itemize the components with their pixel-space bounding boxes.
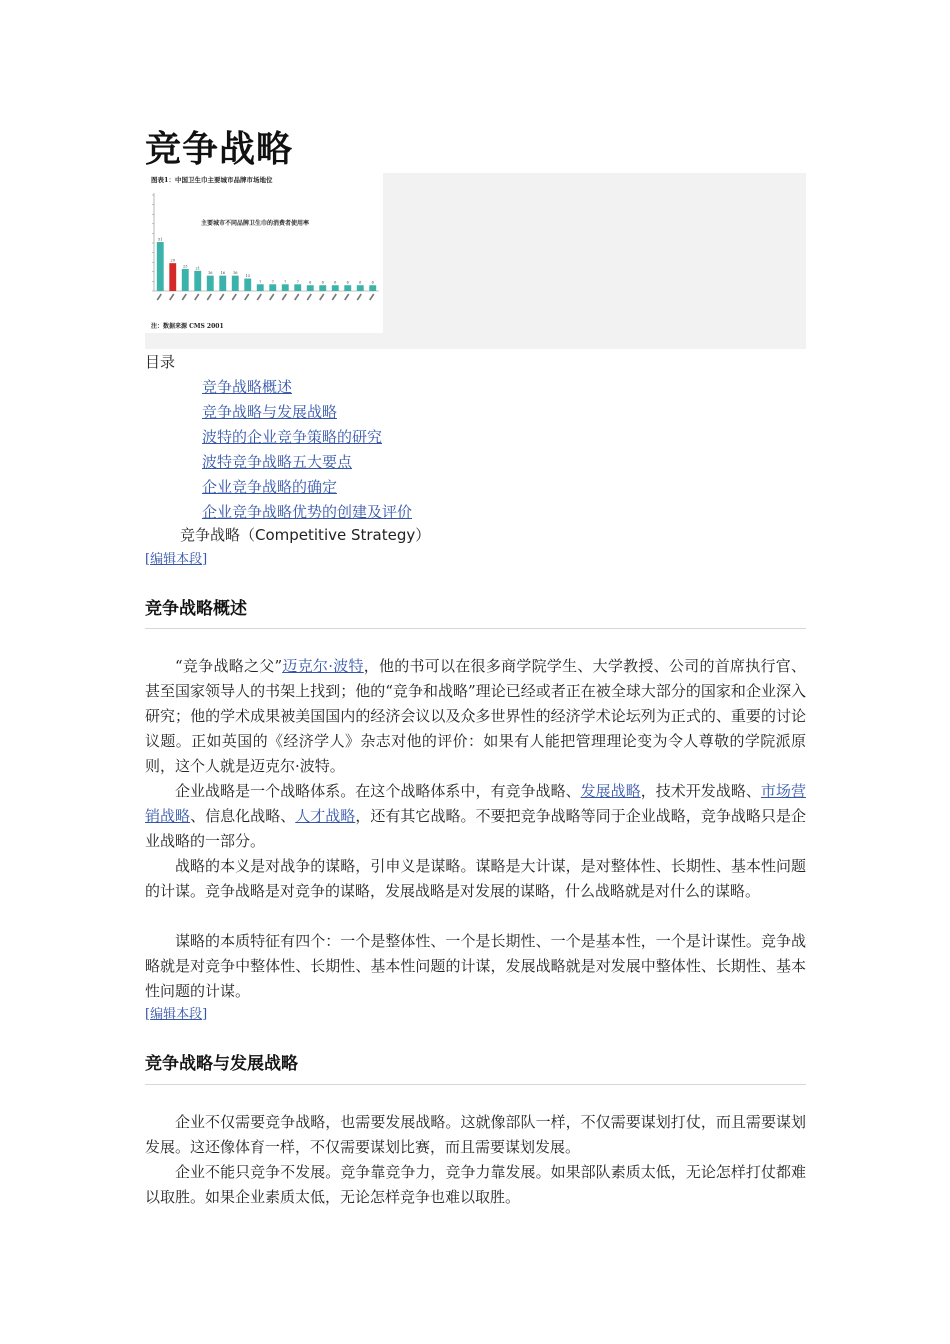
category-label-mark: [307, 294, 311, 300]
chart-bar: [307, 285, 314, 291]
chart-bar: [157, 242, 164, 291]
bar-value-label: 16: [208, 271, 213, 276]
toc-link-overview[interactable]: 竞争战略概述: [202, 378, 293, 396]
bar-value-label: 7: [259, 279, 262, 284]
bar-value-label: 51: [158, 237, 163, 242]
link-talent-strategy[interactable]: 人才战略: [295, 807, 356, 825]
category-label-mark: [320, 294, 324, 300]
link-marketing-strategy[interactable]: 市场营销战略: [145, 782, 806, 825]
edit-section-link[interactable]: [编辑本段]: [145, 1007, 208, 1022]
toc-link-advantage-creation[interactable]: 企业竞争战略优势的创建及评价: [202, 503, 413, 521]
category-label-mark: [195, 294, 199, 300]
link-development-strategy[interactable]: 发展战略: [580, 782, 641, 800]
toc-link-determination[interactable]: 企业竞争战略的确定: [202, 478, 338, 496]
category-label-mark: [257, 294, 261, 300]
chart-bar: [169, 263, 176, 291]
section-title-competition-development: 竞争战略与发展战略: [145, 1054, 298, 1074]
category-label-mark: [232, 294, 236, 300]
chart-bar: [257, 284, 264, 291]
toc-item: [202, 400, 412, 425]
chart-bar: [244, 279, 251, 291]
page-title: 竞争战略: [145, 129, 294, 170]
bar-value-label: 6: [346, 280, 349, 285]
toc-subtitle: 竞争战略（Competitive Strategy）: [180, 526, 431, 544]
bar-value-label: 16: [233, 271, 238, 276]
chart-bar: [369, 285, 376, 291]
paragraph: “竞争战略之父”迈克尔·波特，他的书可以在很多商学院学生、大学教授、公司的首席执行官、甚至国家领导人的书架上找到；他的“竞争和战略”理论已经或者正在被全球大部分的国家和企业深入研究；他的学术成果被美国国内的经济会议以及众多世界性的经济学术论坛列为正式的、重要的讨论议题。正如英国的《经济学人》杂志对他的评价：如果有人能把管理理论变为令人尊敬的学院派原则，这个人就是迈克尔·波特。: [145, 657, 806, 775]
chart-bar: [319, 285, 326, 291]
chart-bar: [207, 276, 214, 291]
chart-bar: [344, 285, 351, 291]
paragraph: 谋略的本质特征有四个：一个是整体性、一个是长期性、一个是基本性，一个是计谋性。竞争战略就是对竞争中整体性、长期性、基本性问题的计谋，发展战略就是对发展中整体性、长期性、基本性问题的计谋。: [145, 932, 806, 1000]
toc-item: [202, 500, 412, 525]
chart-bar: [194, 271, 201, 291]
toc-item: [202, 475, 412, 500]
paragraph: 企业战略是一个战略体系。在这个战略体系中，有竞争战略、发展战略，技术开发战略、市场营销战略、信息化战略、人才战略，还有其它战略。不要把竞争战略等同于企业战略，竞争战略只是企业战略的一部分。: [145, 782, 806, 850]
bar-value-label: 7: [284, 279, 287, 284]
bar-value-label: 23: [183, 264, 188, 269]
edit-section-link[interactable]: [编辑本段]: [145, 552, 208, 567]
toc-label: 目录: [145, 353, 176, 371]
section-title-overview: 竞争战略概述: [145, 599, 247, 619]
toc-item: [202, 450, 412, 475]
bar-value-label: 21: [195, 266, 200, 271]
chart-title: 主要城市不同品牌卫生巾的消费者使用率: [201, 220, 310, 227]
section-divider: [145, 628, 806, 629]
figure-container: [145, 173, 806, 349]
bar-value-label: 16: [220, 271, 225, 276]
category-label-mark: [170, 294, 174, 300]
bar-value-label: 6: [309, 280, 312, 285]
chart-bar: [182, 269, 189, 291]
bars-group: [157, 238, 376, 291]
category-label-mark: [370, 294, 374, 300]
table-of-contents: [202, 375, 412, 525]
category-label-mark: [270, 294, 274, 300]
toc-link-competition-development[interactable]: 竞争战略与发展战略: [202, 403, 338, 421]
bar-value-label: 7: [296, 279, 299, 284]
figure-caption: 图表1：中国卫生巾主要城市品牌市场地位: [151, 176, 273, 184]
section-divider: [145, 1084, 806, 1085]
chart-source: 注：数据来源 CMS 2001: [151, 323, 224, 330]
paragraph: 企业不仅需要竞争战略，也需要发展战略。这就像部队一样，不仅需要谋划打仗，而且需要谋划发展。这还像体育一样，不仅需要谋划比赛，而且需要谋划发展。: [145, 1113, 806, 1156]
category-label-mark: [157, 294, 161, 300]
category-label-mark: [332, 294, 336, 300]
y-ticks: [152, 195, 154, 291]
category-label-mark: [245, 294, 249, 300]
toc-link-porter-research[interactable]: 波特的企业竞争策略的研究: [202, 428, 383, 446]
bar-value-label: 6: [321, 280, 324, 285]
category-label-mark: [207, 294, 211, 300]
category-label-mark: [357, 294, 361, 300]
paragraph: 战略的本义是对战争的谋略，引申义是谋略。谋略是大计谋，是对整体性、长期性、基本性问题的计谋。竞争战略是对竞争的谋略，发展战略是对发展的谋略，什么战略就是对什么的谋略。: [145, 857, 806, 900]
bar-value-label: 6: [334, 280, 337, 285]
bar-value-label: 13: [245, 274, 250, 279]
chart-bar: [219, 276, 226, 291]
chart-image: [145, 173, 383, 333]
bar-value-label: 7: [271, 279, 274, 284]
chart-bar: [357, 285, 364, 291]
category-label-mark: [220, 294, 224, 300]
category-label-mark: [295, 294, 299, 300]
chart-bar: [282, 284, 289, 291]
bar-value-label: 6: [359, 280, 362, 285]
category-label-mark: [282, 294, 286, 300]
bar-value-label: 29: [170, 258, 175, 263]
chart-bar: [232, 276, 239, 291]
toc-item: [202, 375, 412, 400]
category-label-mark: [182, 294, 186, 300]
category-label-mark: [345, 294, 349, 300]
bar-chart: [145, 173, 383, 333]
toc-link-porter-five-points[interactable]: 波特竞争战略五大要点: [202, 453, 353, 471]
link-michael-porter[interactable]: 迈克尔·波特: [282, 657, 364, 675]
toc-item: [202, 425, 412, 450]
paragraph: 企业不能只竞争不发展。竞争靠竞争力，竞争力靠发展。如果部队素质太低，无论怎样打仗都难以取胜。如果企业素质太低，无论怎样竞争也难以取胜。: [145, 1163, 806, 1206]
chart-bar: [332, 285, 339, 291]
chart-bar: [269, 284, 276, 291]
bar-value-label: 6: [371, 280, 374, 285]
category-labels: [157, 294, 374, 300]
chart-bar: [294, 284, 301, 291]
